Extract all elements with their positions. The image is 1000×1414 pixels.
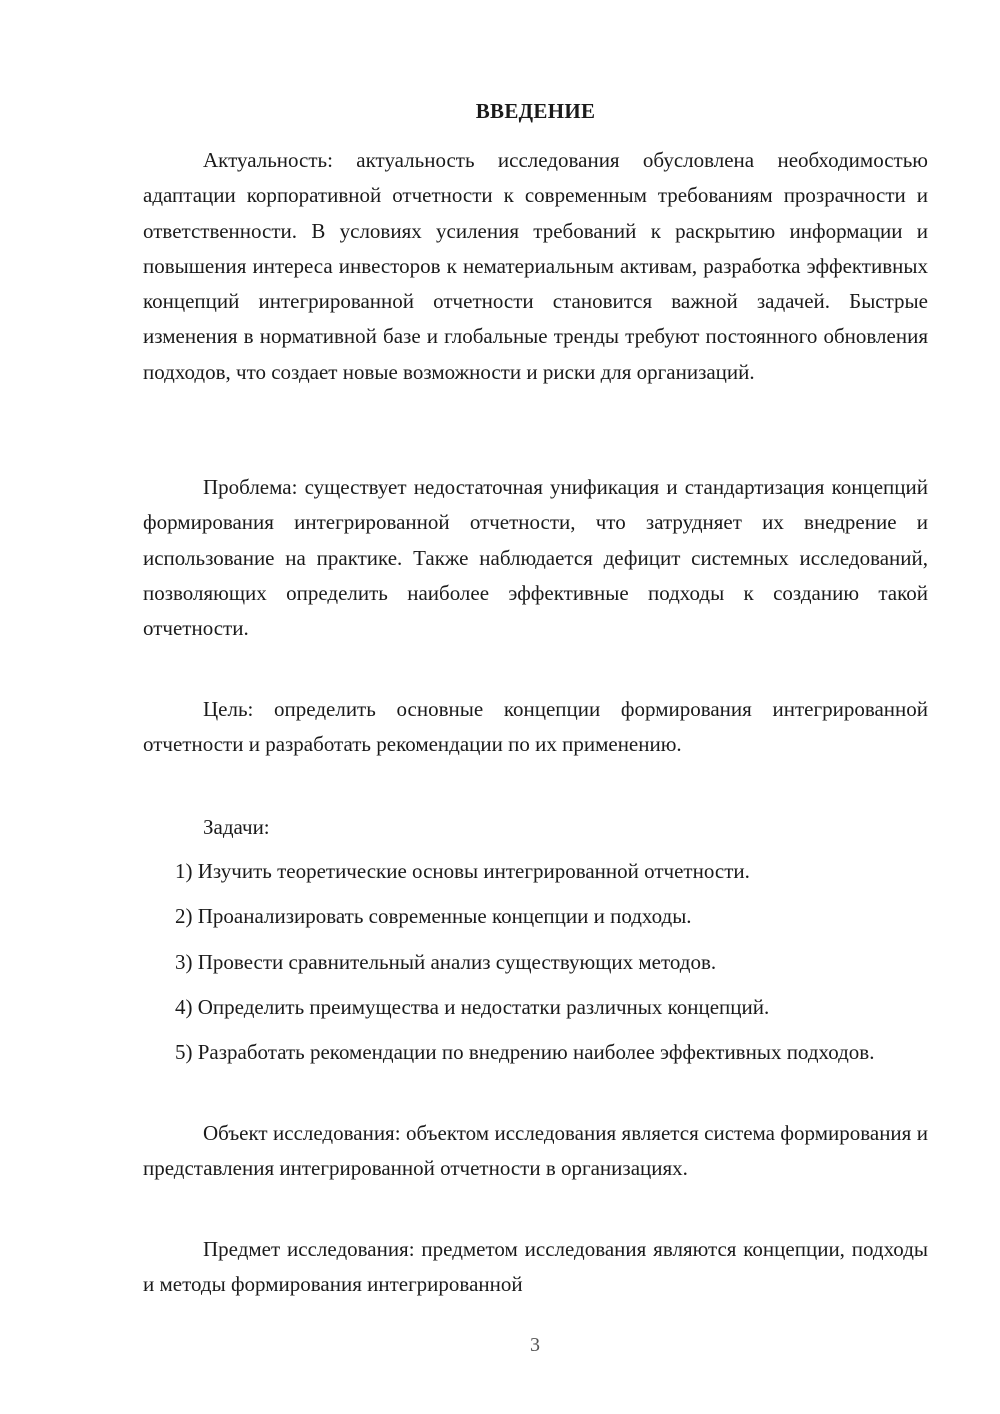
task-item-1: 1) Изучить теоретические основы интегрированной отчетности. (175, 859, 750, 883)
section-heading: ВВЕДЕНИЕ (475, 99, 596, 123)
paragraph-problem: Проблема: существует недостаточная унификация и стандартизация концепций формирования интегрированной отчетности, что затрудняет их внедрение и использование на практике. Также наблюдается дефицит системных исследований, позволяющих определить наиболее эффективные подходы к созданию такой отчетности. (143, 475, 928, 641)
paragraph-relevance: Актуальность: актуальность исследования обусловлена необходимостью адаптации корпоративной отчетности к современным требованиям прозрачности и ответственности. В условиях усиления требований к раскрытию информации и повышения интереса инвесторов к нематериальным активам, разработка эффективных концепций интегрированной отчетности становится важной задачей. Быстрые изменения в нормативной базе и глобальные тренды требуют постоянного обновления подходов, что создает новые возможности и риски для организаций. (143, 148, 928, 384)
paragraph-object: Объект исследования: объектом исследования является система формирования и представления интегрированной отчетности в организациях. (143, 1121, 928, 1181)
task-item-4: 4) Определить преимущества и недостатки различных концепций. (175, 995, 770, 1019)
paragraph-goal: Цель: определить основные концепции формирования интегрированной отчетности и разработать рекомендации по их применению. (143, 697, 928, 757)
paragraph-subject: Предмет исследования: предметом исследования являются концепции, подходы и методы формирования интегрированной (143, 1237, 928, 1297)
tasks-title: Задачи: (203, 815, 270, 839)
task-item-3: 3) Провести сравнительный анализ существующих методов. (175, 950, 717, 974)
task-item-5: 5) Разработать рекомендации по внедрению наиболее эффективных подходов. (175, 1040, 875, 1064)
page-number: 3 (530, 1334, 540, 1356)
task-item-2: 2) Проанализировать современные концепции и подходы. (175, 904, 692, 928)
